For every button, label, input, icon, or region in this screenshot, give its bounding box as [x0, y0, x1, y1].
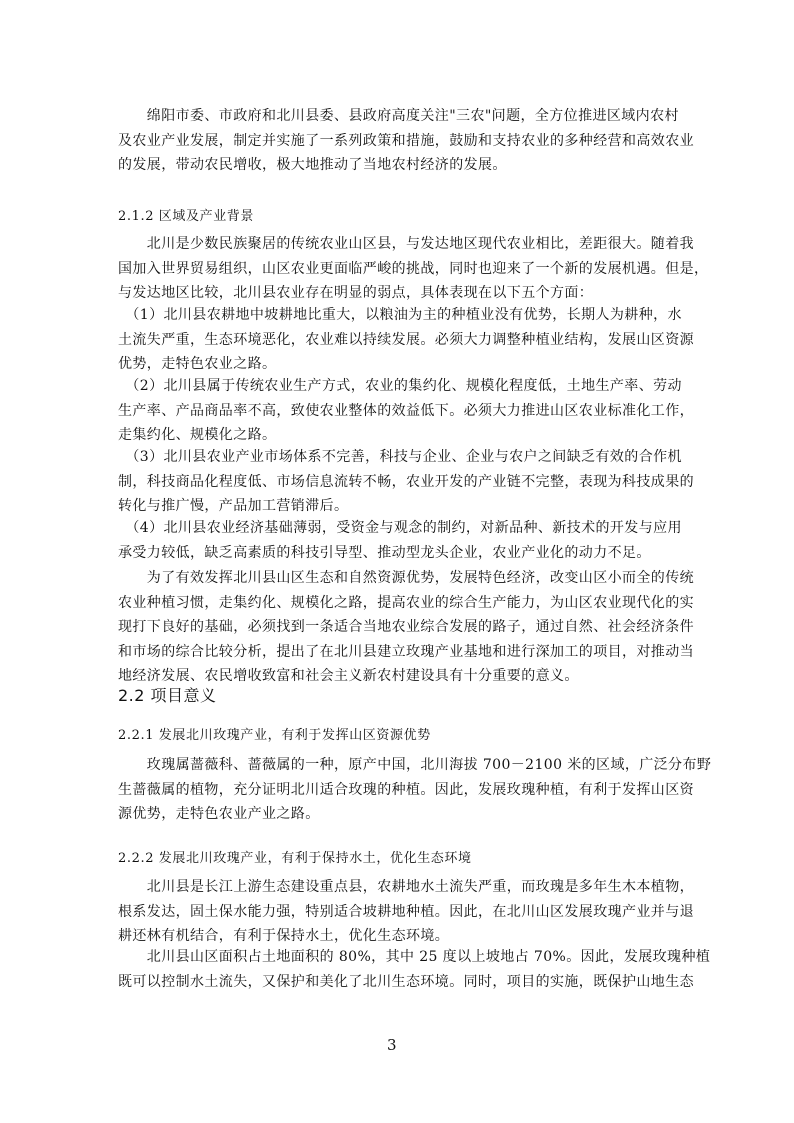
text-line: 源优势，走特色农业产业之路。	[118, 806, 320, 822]
section-heading-2-2: 2.2 项目意义	[118, 686, 217, 705]
text-line: 北川是少数民族聚居的传统农业山区县，与发达地区现代农业相比，差距很大。随着我	[118, 236, 694, 252]
text-line: 现打下良好的基础，必须找到一条适合当地农业综合发展的路子，通过自然、社会经济条件	[118, 619, 694, 635]
text-line: 及农业产业发展，制定并实施了一系列政策和措施，鼓励和支持农业的多种经营和高效农业	[118, 132, 694, 149]
section-heading-2-2-1: 2.2.1 发展北川玫瑰产业，有利于发挥山区资源优势	[118, 728, 431, 743]
list-item-2	[118, 374, 694, 448]
text-line: （2）北川县属于传统农业生产方式，农业的集约化、规模化程度低，土地生产率、劳动	[118, 378, 682, 394]
text-line: 玫瑰属蔷薇科、蔷薇属的一种，原产中国，北川海拔 700－2100 米的区域，广泛分布野	[118, 757, 712, 773]
text-line: （1）北川县农耕地中坡耕地比重大，以粮油为主的种植业没有优势，长期人为耕种，水	[118, 307, 682, 323]
text-line: 北川县山区面积占土地面积的 80%，其中 25 度以上坡地占 70%。因此，发展玫瑰种植	[118, 949, 711, 965]
text-line: 转化与推广慢，产品加工营销滞后。	[118, 498, 349, 514]
text-line: 和市场的综合比较分析，提出了在北川县建立玫瑰产业基地和进行深加工的项目，对推动当	[118, 643, 694, 660]
text-line: 既可以控制水土流失，又保护和美化了北川生态环境。同时，项目的实施，既保护山地生态	[118, 973, 694, 990]
paragraph-beichuan-intro	[118, 232, 709, 306]
page-number: 3	[387, 1036, 397, 1054]
paragraph-rose-resource	[118, 753, 712, 827]
text-line: 地经济发展、农民增收致富和社会主义新农村建设具有十分重要的意义。	[118, 668, 579, 684]
text-line: 为了有效发挥北川县山区生态和自然资源优势，发展特色经济，改变山区小而全的传统	[118, 570, 694, 586]
text-line: 与发达地区比较，北川县农业存在明显的弱点，具体表现在以下五个方面：	[118, 285, 594, 301]
text-line: 承受力较低，缺乏高素质的科技引导型、推动型龙头企业，农业产业化的动力不足。	[118, 544, 651, 561]
text-line: 北川县是长江上游生态建设重点县，农耕地水土流失严重，而玫瑰是多年生木本植物，	[118, 879, 694, 895]
text-line: 生蔷薇属的植物，充分证明北川适合玫瑰的种植。因此，发展玫瑰种植，有利于发挥山区资	[118, 781, 694, 798]
section-heading-2-2-2: 2.2.2 发展北川玫瑰产业，有利于保持水土，优化生态环境	[118, 851, 472, 866]
text-line: 的发展，带动农民增收，极大地推动了当地农村经济的发展。	[118, 157, 507, 173]
paragraph-mountain-area	[118, 945, 711, 994]
text-line: 耕还林有机结合，有利于保持水土，优化生态环境。	[118, 928, 450, 944]
text-line: 绵阳市委、市政府和北川县委、县政府高度关注"三农"问题，全方位推进区域内农村	[118, 108, 679, 124]
text-line: 制，科技商品化程度低、市场信息流转不畅，农业开发的产业链不完整，表现为科技成果的	[118, 473, 694, 490]
text-line: （4）北川县农业经济基础薄弱，受资金与观念的制约，对新品种、新技术的开发与应用	[118, 520, 682, 536]
paragraph-soil-conservation	[118, 875, 694, 949]
text-line: 国加入世界贸易组织，山区农业更面临严峻的挑战，同时也迎来了一个新的发展机遇。但是，	[118, 260, 709, 277]
paragraph-sannong	[118, 104, 694, 178]
text-line: 优势，走特色农业之路。	[118, 356, 277, 372]
text-line: （3）北川县农业产业市场体系不完善，科技与企业、企业与农户之间缺乏有效的合作机	[118, 449, 682, 465]
section-heading-2-1-2: 2.1.2 区域及产业背景	[118, 209, 255, 224]
text-line: 根系发达，固土保水能力强，特别适合坡耕地种植。因此，在北川山区发展玫瑰产业并与退	[118, 903, 694, 920]
text-line: 生产率、产品商品率不高，致使农业整体的效益低下。必须大力推进山区农业标准化工作，	[118, 402, 694, 419]
list-item-1	[118, 303, 694, 377]
list-item-3	[118, 445, 694, 519]
text-line: 走集约化、规模化之路。	[118, 427, 277, 443]
paragraph-project-proposal	[118, 566, 694, 689]
text-line: 农业种植习惯，走集约化、规模化之路，提高农业的综合生产能力，为山区农业现代化的实	[118, 594, 694, 611]
text-line: 土流失严重，生态环境恶化，农业难以持续发展。必须大力调整种植业结构，发展山区资源	[118, 331, 694, 348]
list-item-4	[118, 516, 682, 565]
